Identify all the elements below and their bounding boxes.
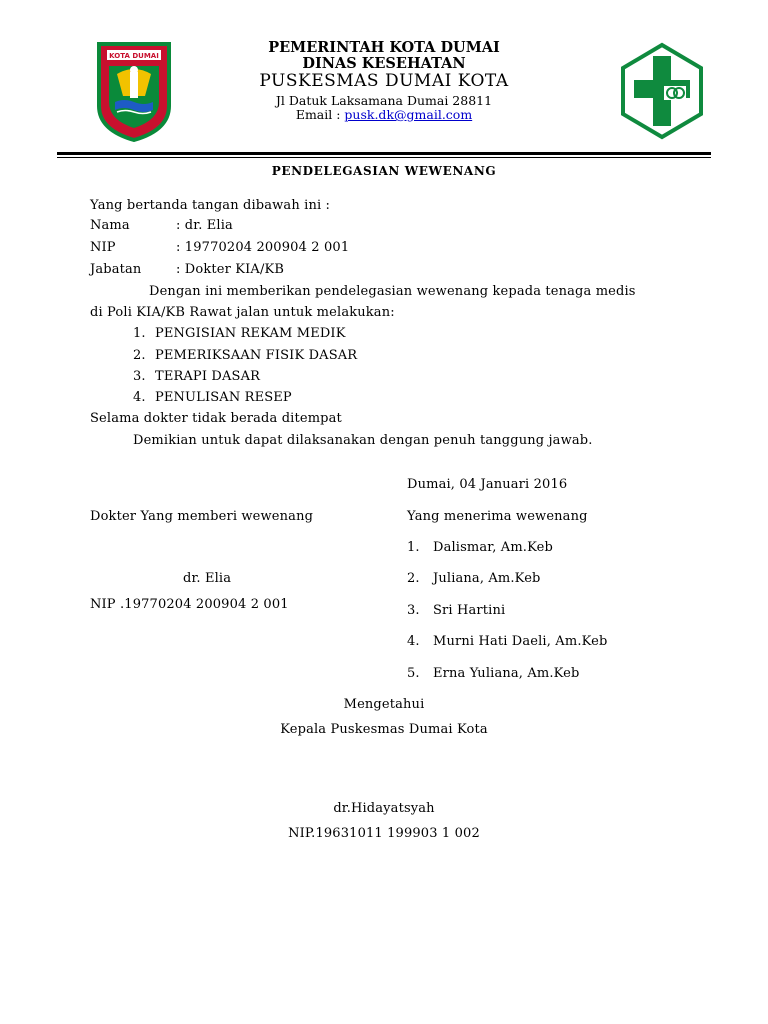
receiver-name: Dalismar, Am.Keb bbox=[433, 540, 553, 555]
place-date: Dumai, 04 Januari 2016 bbox=[407, 477, 568, 492]
header-puskesmas: PUSKESMAS DUMAI KOTA bbox=[259, 71, 509, 91]
header-email-line bbox=[200, 107, 568, 122]
receiver-name: Murni Hati Daeli, Am.Keb bbox=[433, 634, 608, 649]
header-government: PEMERINTAH KOTA DUMAI bbox=[268, 39, 500, 56]
task-number: 3. bbox=[133, 369, 146, 384]
intro-text: Yang bertanda tangan dibawah ini : bbox=[90, 198, 331, 213]
giver-title: Dokter Yang memberi wewenang bbox=[90, 509, 314, 524]
task-text: PEMERIKSAAN FISIK DASAR bbox=[155, 348, 358, 363]
header-rule-thin bbox=[57, 157, 711, 158]
puskesmas-logo-icon bbox=[620, 42, 704, 140]
receiver-number: 3. bbox=[407, 603, 420, 618]
paragraph-line-1: Dengan ini memberikan pendelegasian wewenang kepada tenaga medis bbox=[149, 284, 636, 299]
giver-name: dr. Elia bbox=[183, 571, 232, 586]
task-number: 1. bbox=[133, 326, 146, 341]
receiver-number: 2. bbox=[407, 571, 420, 586]
giver-nip: NIP .19770204 200904 2 001 bbox=[90, 597, 289, 612]
header-address: Jl Datuk Laksamana Dumai 28811 bbox=[275, 93, 493, 108]
receiver-name: Sri Hartini bbox=[433, 603, 506, 618]
approval-label: Mengetahui bbox=[343, 697, 425, 712]
receiver-number: 1. bbox=[407, 540, 420, 555]
receiver-title: Yang menerima wewenang bbox=[407, 509, 588, 524]
identity-label-jabatan: Jabatan bbox=[90, 262, 142, 277]
task-text: PENULISAN RESEP bbox=[155, 390, 292, 405]
approval-nip: NIP.19631011 199903 1 002 bbox=[288, 826, 480, 841]
task-number: 4. bbox=[133, 390, 146, 405]
condition-text: Selama dokter tidak berada ditempat bbox=[90, 411, 342, 426]
identity-value-name: : dr. Elia bbox=[176, 218, 233, 233]
header-department: DINAS KESEHATAN bbox=[302, 55, 466, 72]
identity-label-nip: NIP bbox=[90, 240, 116, 255]
receiver-number: 5. bbox=[407, 666, 420, 681]
document-title: PENDELEGASIAN WEWENANG bbox=[271, 164, 497, 178]
header-rule-thick bbox=[57, 152, 711, 155]
approval-title: Kepala Puskesmas Dumai Kota bbox=[280, 722, 488, 737]
closing-text: Demikian untuk dapat dilaksanakan dengan penuh tanggung jawab. bbox=[133, 433, 593, 448]
receiver-number: 4. bbox=[407, 634, 420, 649]
receiver-name: Erna Yuliana, Am.Keb bbox=[433, 666, 580, 681]
receiver-name: Juliana, Am.Keb bbox=[433, 571, 541, 586]
identity-value-nip: : 19770204 200904 2 001 bbox=[176, 240, 350, 255]
email-link[interactable]: pusk.dk@gmail.com bbox=[344, 107, 473, 122]
task-text: PENGISIAN REKAM MEDIK bbox=[155, 326, 346, 341]
email-label: Email : bbox=[295, 107, 345, 122]
paragraph-line-2: di Poli KIA/KB Rawat jalan untuk melakukan: bbox=[90, 305, 395, 320]
approval-name: dr.Hidayatsyah bbox=[333, 801, 435, 816]
kota-dumai-seal-icon bbox=[95, 40, 173, 142]
identity-value-jabatan: : Dokter KIA/KB bbox=[176, 262, 285, 277]
identity-label-name: Nama bbox=[90, 218, 130, 233]
task-text: TERAPI DASAR bbox=[155, 369, 261, 384]
task-number: 2. bbox=[133, 348, 146, 363]
svg-text:KOTA DUMAI: KOTA DUMAI bbox=[109, 52, 159, 60]
